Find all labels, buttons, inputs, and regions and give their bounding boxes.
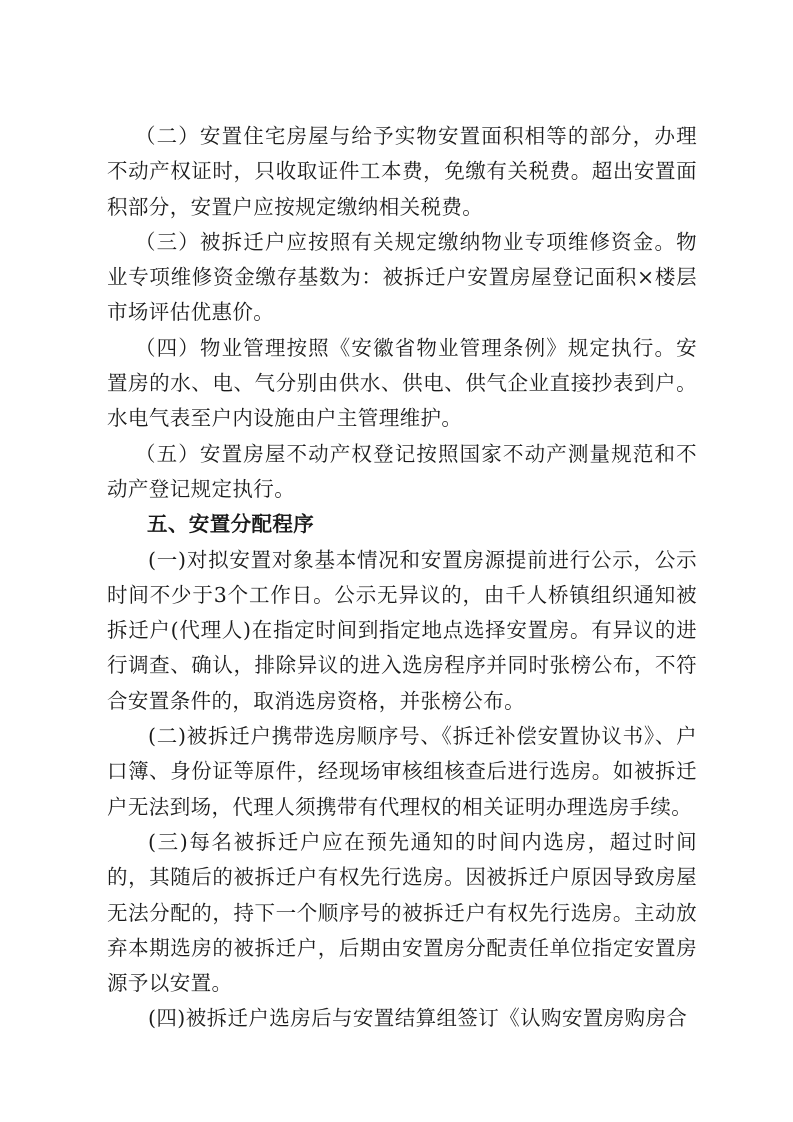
section-heading: 五、安置分配程序 xyxy=(147,512,315,537)
paragraph-item-3: （三）被拆迁户应按照有关规定缴纳物业专项维修资金。物业专项维修资金缴存基数为：被拆迁户安置房屋登记面积×楼层市场评估优惠价。 xyxy=(107,229,697,325)
procedure-item-4: (四)被拆迁户选房后与安置结算组签订《认购安置房购房合 xyxy=(148,1006,688,1031)
procedure-item-1: (一)对拟安置对象基本情况和安置房源提前进行公示，公示时间不少于3个工作日。公示无异议的，由千人桥镇组织通知被拆迁户(代理人)在指定时间到指定地点选择安置房。有异议的进行调查、确认，排除异议的进入选房程序并同时张榜公布，不符合安置条件的，取消选房资格，并张榜公布。 xyxy=(107,547,698,713)
paragraph-item-5: （五）安置房屋不动产权登记按照国家不动产测量规范和不动产登记规定执行。 xyxy=(107,441,697,501)
paragraph-item-2: （二）安置住宅房屋与给予实物安置面积相等的部分，办理不动产权证时，只收取证件工本费，免缴有关税费。超出安置面积部分，安置户应按规定缴纳相关税费。 xyxy=(107,124,697,219)
procedure-item-3: (三)每名被拆迁户应在预先通知的时间内选房，超过时间的，其随后的被拆迁户有权先行选房。因被拆迁户原因导致房屋无法分配的，持下一个顺序号的被拆迁户有权先行选房。主动放弃本期选房的被拆迁户，后期由安置房分配责任单位指定安置房源予以安置。 xyxy=(107,829,697,996)
paragraph-item-4: （四）物业管理按照《安徽省物业管理条例》规定执行。安置房的水、电、气分别由供水、供电、供气企业直接抄表到户。水电气表至户内设施由户主管理维护。 xyxy=(107,335,697,431)
document-body xyxy=(107,119,697,1037)
procedure-item-2: (二)被拆迁户携带选房顺序号、《拆迁补偿安置协议书》、户口簿、身份证等原件，经现场审核组核查后进行选房。如被拆迁户无法到场，代理人须携带有代理权的相关证明办理选房手续。 xyxy=(107,724,697,819)
